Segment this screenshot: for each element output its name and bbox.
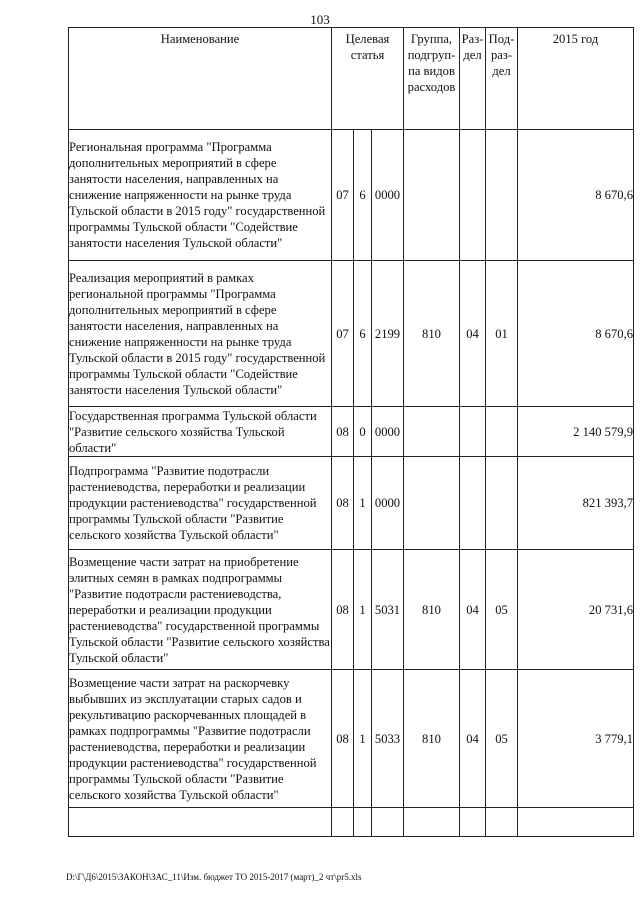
row-cs1: 07: [332, 130, 354, 261]
row-group: 810: [404, 550, 460, 670]
row-cs3: 2199: [372, 261, 404, 407]
row-cs2: 0: [354, 407, 372, 457]
row-name: Региональная программа "Программа дополнительных мероприятий в сфере занятости населения, направленных на снижение напряженности на рынке труда Тульской области в 2015 году" государственной программы Тульской области "Содействие занятости населения Тульской области": [69, 130, 332, 261]
row-group: [404, 457, 460, 550]
table-row: [69, 457, 634, 550]
row-group: [404, 407, 460, 457]
row-cs2: 1: [354, 670, 372, 808]
table-row: [69, 670, 634, 808]
budget-table: [68, 27, 634, 837]
row-cs1: 08: [332, 550, 354, 670]
header-row: [69, 28, 634, 130]
row-name: Возмещение части затрат на приобретение элитных семян в рамках подпрограммы "Развитие подотрасли растениеводства, переработки и реализации продукции растениеводства" государственной программы Тульской области "Развитие сельского хозяйства Тульской области": [69, 550, 332, 670]
row-cs3: 5031: [372, 550, 404, 670]
header-target: Целевая статья: [332, 28, 404, 130]
row-amount: 8 670,6: [518, 261, 634, 407]
page-number: 103: [310, 12, 330, 27]
header-year: 2015 год: [518, 28, 634, 130]
row-cs2: 6: [354, 261, 372, 407]
row-podrazdel: 01: [486, 261, 518, 407]
row-cs1: 08: [332, 407, 354, 457]
table-row: [69, 550, 634, 670]
header-name: Наименование: [69, 28, 332, 130]
row-razdel: 04: [460, 550, 486, 670]
header-razdel: Раз-дел: [460, 28, 486, 130]
row-amount: 2 140 579,9: [518, 407, 634, 457]
row-razdel: [460, 457, 486, 550]
row-amount: 8 670,6: [518, 130, 634, 261]
row-amount: 821 393,7: [518, 457, 634, 550]
row-podrazdel: [486, 407, 518, 457]
row-podrazdel: 05: [486, 670, 518, 808]
row-podrazdel: 05: [486, 550, 518, 670]
row-group: [404, 130, 460, 261]
row-cs2: 1: [354, 457, 372, 550]
row-podrazdel: [486, 130, 518, 261]
file-path-footer: D:\Г\Д6\2015\ЗАКОН\ЗАС_11\Изм. бюджет ТО 2015-2017 (март)_2 чт\pr5.xls: [66, 872, 362, 882]
row-name: Государственная программа Тульской области "Развитие сельского хозяйства Тульской области": [69, 407, 332, 457]
row-cs2: 1: [354, 550, 372, 670]
table-row: [69, 261, 634, 407]
row-cs3: 5033: [372, 670, 404, 808]
row-amount: 20 731,6: [518, 550, 634, 670]
row-razdel: 04: [460, 261, 486, 407]
header-group: Группа, подгруп-па видов расходов: [404, 28, 460, 130]
row-razdel: 04: [460, 670, 486, 808]
row-cs3: 0000: [372, 457, 404, 550]
row-podrazdel: [486, 457, 518, 550]
row-name: Возмещение части затрат на раскорчевку выбывших из эксплуатации старых садов и рекультивацию раскорчеванных площадей в рамках подпрограммы "Развитие подотрасли растениеводства, переработки и реализации продукции растениеводства" государственной программы Тульской области "Развитие сельского хозяйства Тульской области": [69, 670, 332, 808]
table-row-empty: [69, 808, 634, 837]
row-razdel: [460, 130, 486, 261]
row-cs3: 0000: [372, 407, 404, 457]
row-cs2: 6: [354, 130, 372, 261]
row-cs1: 07: [332, 261, 354, 407]
header-podrazdel: Под-раз-дел: [486, 28, 518, 130]
table-row: [69, 130, 634, 261]
row-cs3: 0000: [372, 130, 404, 261]
row-group: 810: [404, 261, 460, 407]
row-group: 810: [404, 670, 460, 808]
row-cs1: 08: [332, 457, 354, 550]
row-cs1: 08: [332, 670, 354, 808]
row-razdel: [460, 407, 486, 457]
row-name: Реализация мероприятий в рамках региональной программы "Программа дополнительных мероприятий в сфере занятости населения, направленных на снижение напряженности на рынке труда Тульской области в 2015 году" государственной программы Тульской области "Содействие занятости населения Тульской области": [69, 261, 332, 407]
row-amount: 3 779,1: [518, 670, 634, 808]
row-name: Подпрограмма "Развитие подотрасли растениеводства, переработки и реализации продукции растениеводства" государственной программы Тульской области "Развитие сельского хозяйства Тульской области": [69, 457, 332, 550]
table-row: [69, 407, 634, 457]
